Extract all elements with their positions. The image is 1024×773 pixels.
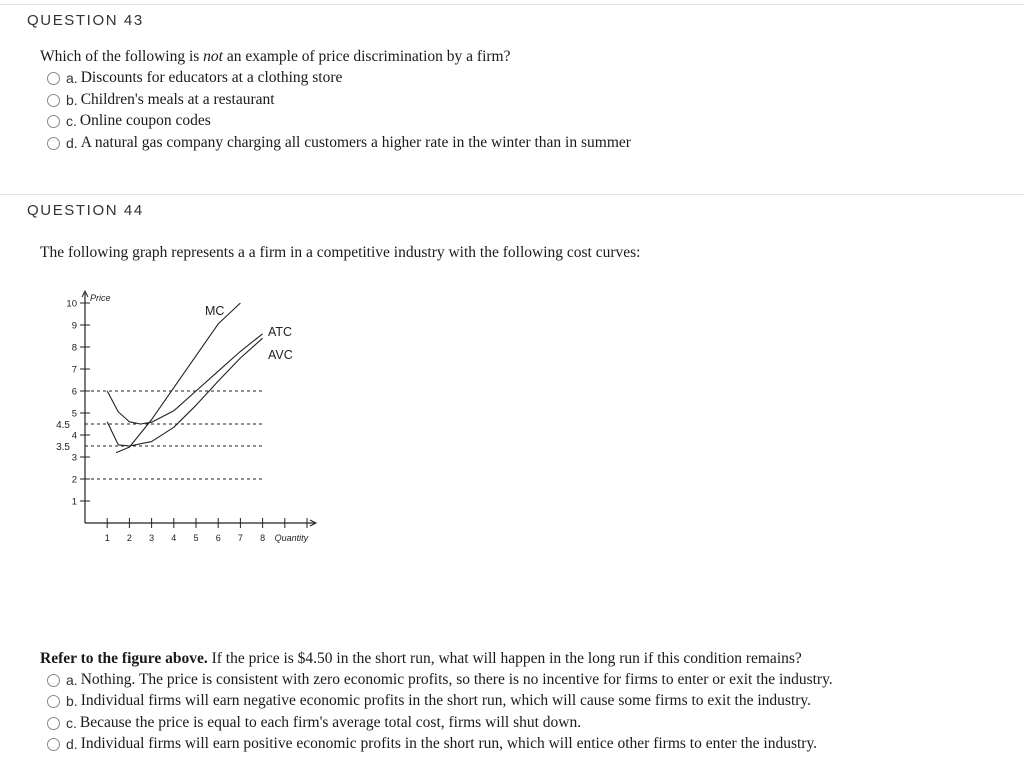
x-tick-label: 3	[149, 533, 155, 543]
y-tick-label: 10	[66, 298, 77, 310]
y-tick-label: 1	[71, 496, 77, 508]
radio-button[interactable]	[47, 674, 60, 687]
y-extra-label: 4.5	[56, 420, 70, 431]
prompt-text: If the price is $4.50 in the short run, what will happen in the long run if this condition remains?	[207, 650, 802, 667]
y-axis-title: Price	[90, 293, 111, 303]
cost-curves-chart	[40, 290, 340, 570]
option-text: Individual firms will earn positive economic profits in the short run, which will entice other firms to enter the industry.	[80, 735, 818, 752]
y-tick-label: 5	[71, 408, 77, 420]
radio-button[interactable]	[47, 717, 60, 730]
radio-button[interactable]	[47, 94, 60, 107]
y-tick-label: 8	[71, 342, 77, 354]
prompt-text: an example of price discrimination by a firm?	[222, 48, 511, 65]
q43-option-a[interactable]	[47, 68, 342, 88]
atc-curve	[107, 334, 262, 424]
question-44-prompt	[40, 650, 802, 668]
option-letter: b.	[66, 693, 78, 709]
option-letter: c.	[66, 113, 77, 129]
option-text: Children's meals at a restaurant	[80, 91, 275, 108]
x-tick-label: 8	[260, 533, 266, 543]
radio-button[interactable]	[47, 738, 60, 751]
option-text: A natural gas company charging all customers a higher rate in the winter than in summer	[80, 134, 631, 151]
option-letter: c.	[66, 715, 77, 731]
radio-button[interactable]	[47, 72, 60, 85]
question-44-intro: The following graph represents a a firm in a competitive industry with the following cost curves:	[40, 244, 641, 261]
y-tick-label: 7	[71, 364, 77, 376]
x-tick-label: 4	[171, 533, 177, 543]
q43-option-d[interactable]	[47, 133, 631, 153]
option-text: Because the price is equal to each firm's average total cost, firms will shut down.	[79, 714, 582, 731]
option-letter: a.	[66, 672, 78, 688]
top-divider	[0, 4, 1024, 5]
q43-option-c[interactable]	[47, 111, 211, 131]
option-text: Individual firms will earn negative economic profits in the short run, which will cause some firms to exit the industry.	[80, 692, 812, 709]
x-axis-title: Quantity	[274, 533, 309, 543]
q44-option-a[interactable]	[47, 670, 833, 690]
q44-option-d[interactable]	[47, 734, 817, 754]
radio-button[interactable]	[47, 137, 60, 150]
q44-option-b[interactable]	[47, 691, 811, 711]
y-tick-label: 9	[71, 320, 77, 332]
prompt-text: Which of the following is	[40, 48, 204, 65]
q43-option-b[interactable]	[47, 90, 275, 110]
x-tick-label: 1	[104, 533, 110, 543]
x-tick-label: 5	[193, 533, 199, 543]
question-43-prompt	[40, 48, 510, 66]
option-letter: d.	[66, 135, 78, 151]
option-text: Online coupon codes	[79, 112, 211, 129]
y-tick-label: 2	[71, 474, 77, 486]
radio-button[interactable]	[47, 115, 60, 128]
option-letter: d.	[66, 736, 78, 752]
prompt-bold: Refer to the figure above.	[40, 650, 208, 667]
option-letter: a.	[66, 70, 78, 86]
avc-curve	[107, 338, 262, 446]
question-44-header: QUESTION 44	[27, 202, 144, 219]
y-extra-label: 3.5	[56, 442, 70, 453]
question-43-header: QUESTION 43	[27, 12, 144, 29]
question-divider	[0, 194, 1024, 195]
x-tick-label: 7	[237, 533, 243, 543]
option-text: Discounts for educators at a clothing store	[80, 69, 343, 86]
atc-label: ATC	[268, 325, 293, 339]
option-letter: b.	[66, 92, 78, 108]
x-tick-label: 2	[126, 533, 132, 543]
y-tick-label: 6	[71, 386, 77, 398]
y-tick-label: 3	[71, 452, 77, 464]
y-tick-label: 4	[71, 430, 77, 442]
prompt-emphasis: not	[203, 48, 223, 65]
radio-button[interactable]	[47, 695, 60, 708]
option-text: Nothing. The price is consistent with zero economic profits, so there is no incentive for firms to enter or exit the industry.	[80, 671, 833, 688]
q44-option-c[interactable]	[47, 713, 581, 733]
mc-label: MC	[205, 304, 225, 318]
avc-label: AVC	[268, 348, 293, 362]
x-tick-label: 6	[215, 533, 221, 543]
